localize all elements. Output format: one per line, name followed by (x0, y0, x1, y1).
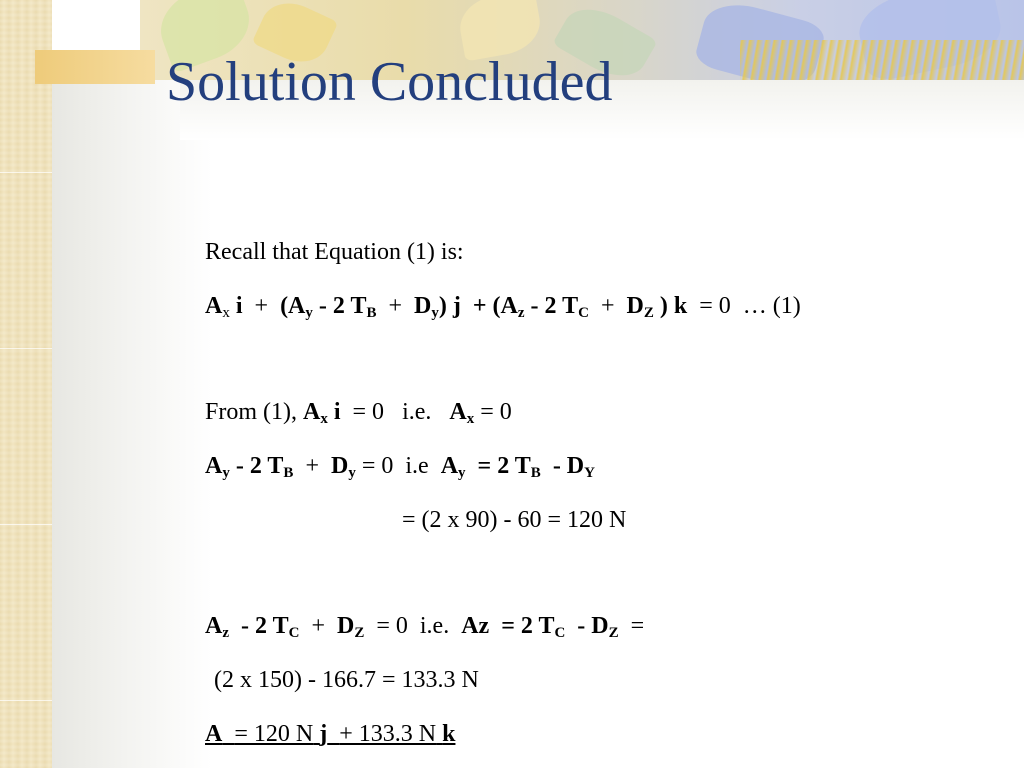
final-answer: A = 120 N j + 133.3 N k (205, 721, 456, 747)
strip-seam (0, 524, 52, 525)
gold-accent-bar (35, 50, 155, 84)
intro-text: Recall that Equation (1) is: (205, 239, 464, 265)
grass-decoration (740, 40, 1024, 80)
slide-title: Solution Concluded (166, 51, 613, 113)
ay-equation: $A_y - 2$ $T_B + D_y = 0$ i.e $A_y = 2$ $T_B - D_Y$ (205, 453, 595, 481)
strip-seam (0, 348, 52, 349)
az-result: (2 x 150) - 166.7 = 133.3 N (214, 667, 479, 693)
az-equation: $A_z - 2$ $T_C + D_Z = 0$ i.e. Az = 2 $T_C - D_Z$ = (205, 613, 645, 641)
strip-seam (0, 172, 52, 173)
strip-seam (0, 700, 52, 701)
background-shadow-panel (52, 80, 212, 768)
ay-result: = (2 x 90) - 60 = 120 N (402, 507, 627, 533)
left-decorative-strip (0, 0, 52, 768)
equation-1: $A_x$ $i + (A_y - 2$ $T_B + D_y$) $j + (A_z - 2$ $T_C + D_Z$ ) k = 0 … (1) (205, 293, 801, 321)
from-line: From (1), $A_x$ i = 0 i.e. $A_x = 0$ (205, 399, 512, 427)
